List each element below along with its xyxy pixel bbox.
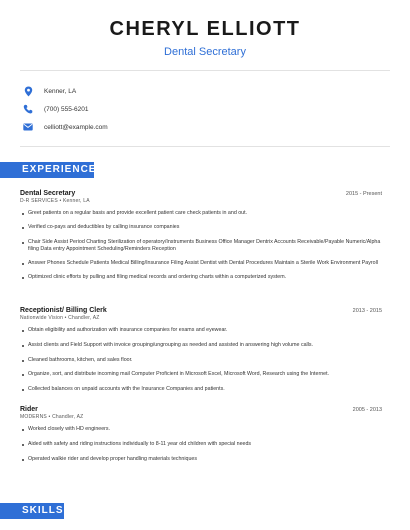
job-bullet: Assist clients and Field Support with invoice grouping/ungrouping as needed and assisted in answering high volume calls. [20, 342, 382, 349]
job-bullet: Chair Side Assist Period Charting Sterilization of operatory/Instruments Business Office Manager Dentrix Accounts Receivable/Payable Numeric/Alpha filing Data entry Appointment Scheduling/Reminders Reception [20, 239, 382, 254]
job-entry [20, 190, 382, 282]
email-text: celliott@example.com [44, 123, 108, 131]
job-company: D-R SERVICES • Kenner, LA [20, 198, 90, 204]
job-bullet: Operated walkie rider and develop proper handling materials techniques [20, 456, 382, 463]
candidate-name: CHERYL ELLIOTT [109, 18, 301, 40]
section-heading-experience: EXPERIENCE [0, 162, 94, 178]
resume-header [0, 0, 410, 59]
job-company: Nationwide Vision • Chandler, AZ [20, 315, 100, 321]
job-entry [20, 307, 382, 393]
job-position: Dental Secretary [20, 190, 76, 197]
contact-location [20, 82, 76, 100]
job-dates: 2005 - 2013 [352, 407, 382, 413]
phone-icon [22, 103, 34, 115]
job-bullet: Collected balances on unpaid accounts with the Insurance Companies and patients. [20, 386, 382, 393]
job-bullet: Verified co-pays and deductibles by calling insurance companies [20, 224, 382, 231]
job-bullet: Obtain eligibility and authorization with insurance companies for exams and eyewear. [20, 327, 382, 334]
job-company: MODERNS • Chandler, AZ [20, 414, 84, 420]
job-bullet: Aided with safety and riding instructions individually to 8-11 year old children with special needs [20, 441, 382, 448]
contact-email [20, 118, 108, 136]
job-dates: 2015 - Present [345, 191, 382, 197]
job-entry [20, 406, 382, 463]
location-pin-icon [22, 85, 34, 97]
job-title-headline: Dental Secretary [164, 46, 246, 58]
contact-divider [20, 146, 390, 147]
job-bullet: Cleaned bathrooms, kitchen, and sales floor. [20, 357, 382, 364]
job-bullet: Optimized clinic efforts by pulling and filing medical records and ordering charts within a computerized system. [20, 274, 382, 281]
location-text: Kenner, LA [44, 87, 77, 95]
job-bullet: Organize, sort, and distribute incoming mail Computer Proficient in Microsoft Excel, Microsoft Word, Research using the Internet. [20, 371, 382, 378]
job-bullet: Greet patients on a regular basis and provide excellent patient care check patients in and out. [20, 210, 382, 217]
job-position: Receptionist/ Billing Clerk [20, 307, 107, 314]
header-divider [20, 70, 390, 71]
phone-text: (700) 555-6201 [44, 105, 89, 113]
section-heading-skills: SKILLS [0, 503, 64, 519]
job-bullet: Answer Phones Schedule Patients Medical Billing/Insurance Filing Assist Dentist with Dental Procedures Maintain a Sterile Work Environment Payroll [20, 260, 382, 267]
job-dates: 2013 - 2015 [352, 308, 382, 314]
job-position: Rider [20, 406, 38, 413]
job-bullet: Worked closely with HD engineers. [20, 426, 382, 433]
contact-phone [20, 100, 88, 118]
email-icon [22, 121, 34, 133]
